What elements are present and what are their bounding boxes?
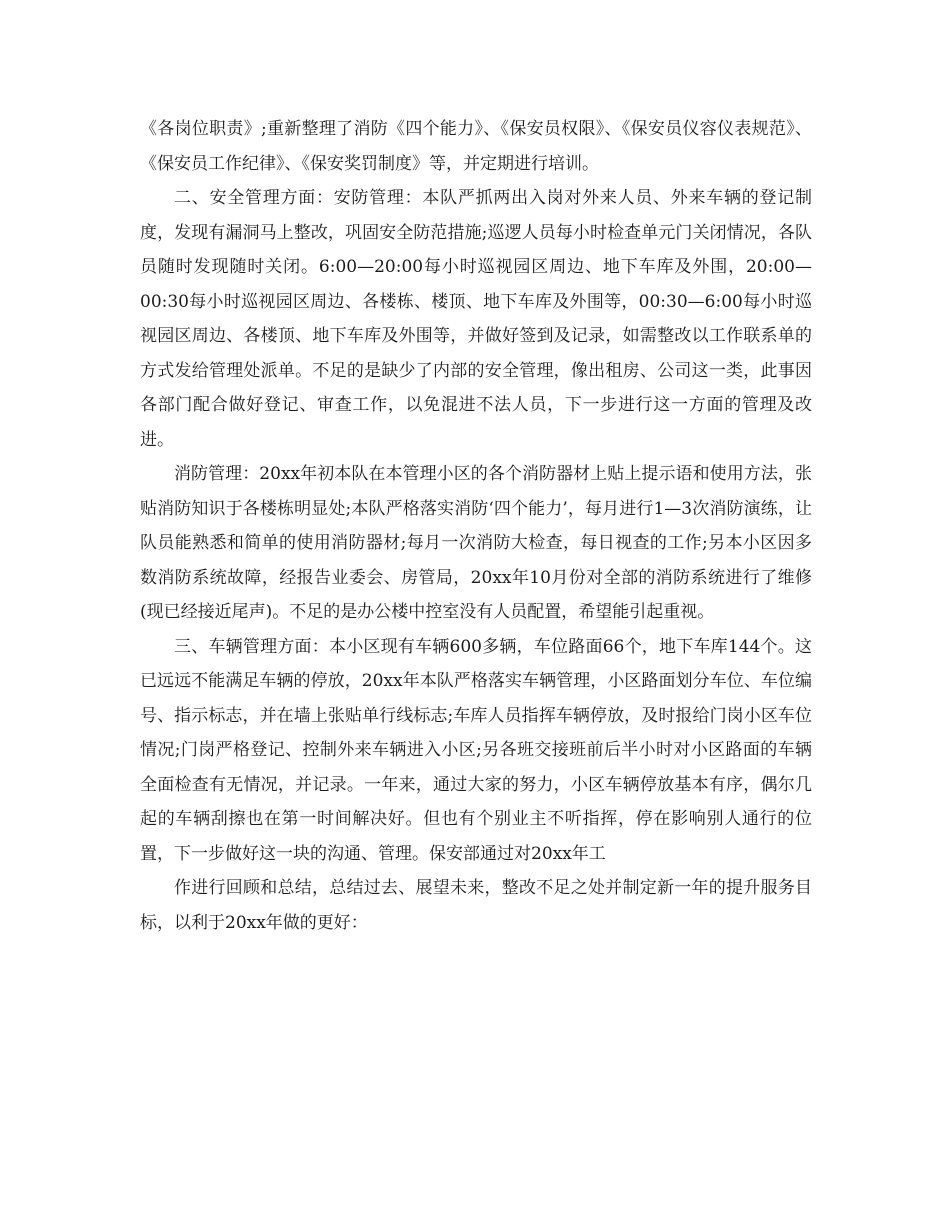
paragraph-fire-management: 消防管理：20xx年初本队在本管理小区的各个消防器材上贴上提示语和使用方法，张贴消防知识于各楼栋明显处;本队严格落实消防‘四个能力’，每月进行1—3次消防演练，让队员能熟悉和简单的使用消防器材;每月一次消防大检查，每日视查的工作;另本小区因多数消防系统故障，经报告业委会、房管局，20xx年10月份对全部的消防系统进行了维修(现已经接近尾声)。不足的是办公楼中控室没有人员配置，希望能引起重视。: [140, 464, 812, 622]
document-body: [140, 112, 812, 940]
paragraph-vehicle-management: 三、车辆管理方面：本小区现有车辆600多辆，车位路面66个，地下车库144个。这已远远不能满足车辆的停放，20xx年本队严格落实车辆管理，小区路面划分车位、车位编号、指示标志，并在墙上张贴单行线标志;车库人员指挥车辆停放，及时报给门岗小区车位情况;门岗严格登记、控制外来车辆进入小区;另各班交接班前后半小时对小区路面的车辆全面检查有无情况，并记录。一年来，通过大家的努力，小区车辆停放基本有序，偶尔几起的车辆刮擦也在第一时间解决好。但也有个别业主不听指挥，停在影响别人通行的位置，下一步做好这一块的沟通、管理。保安部通过对20xx年工: [140, 636, 812, 864]
paragraph-summary: 作进行回顾和总结，总结过去、展望未来，整改不足之处并制定新一年的提升服务目标，以利于20xx年做的更好：: [140, 878, 812, 933]
paragraph-job-duties: 《各岗位职责》;重新整理了消防《四个能力》、《保安员权限》、《保安员仪容仪表规范》、《保安员工作纪律》、《保安奖罚制度》等，并定期进行培训。: [140, 119, 812, 174]
paragraph-security-management: 二、安全管理方面：安防管理：本队严抓两出入岗对外来人员、外来车辆的登记制度，发现有漏洞马上整改，巩固安全防范措施;巡逻人员每小时检查单元门关闭情况，各队员随时发现随时关闭。6:00—20:00每小时巡视园区周边、地下车库及外围，20:00—00:30每小时巡视园区周边、各楼栋、楼顶、地下车库及外围等，00:30—6:00每小时巡视园区周边、各楼顶、地下车库及外围等，并做好签到及记录，如需整改以工作联系单的方式发给管理处派单。不足的是缺少了内部的安全管理，像出租房、公司这一类，此事因各部门配合做好登记、审查工作，以免混进不法人员，下一步进行这一方面的管理及改进。: [140, 188, 812, 450]
